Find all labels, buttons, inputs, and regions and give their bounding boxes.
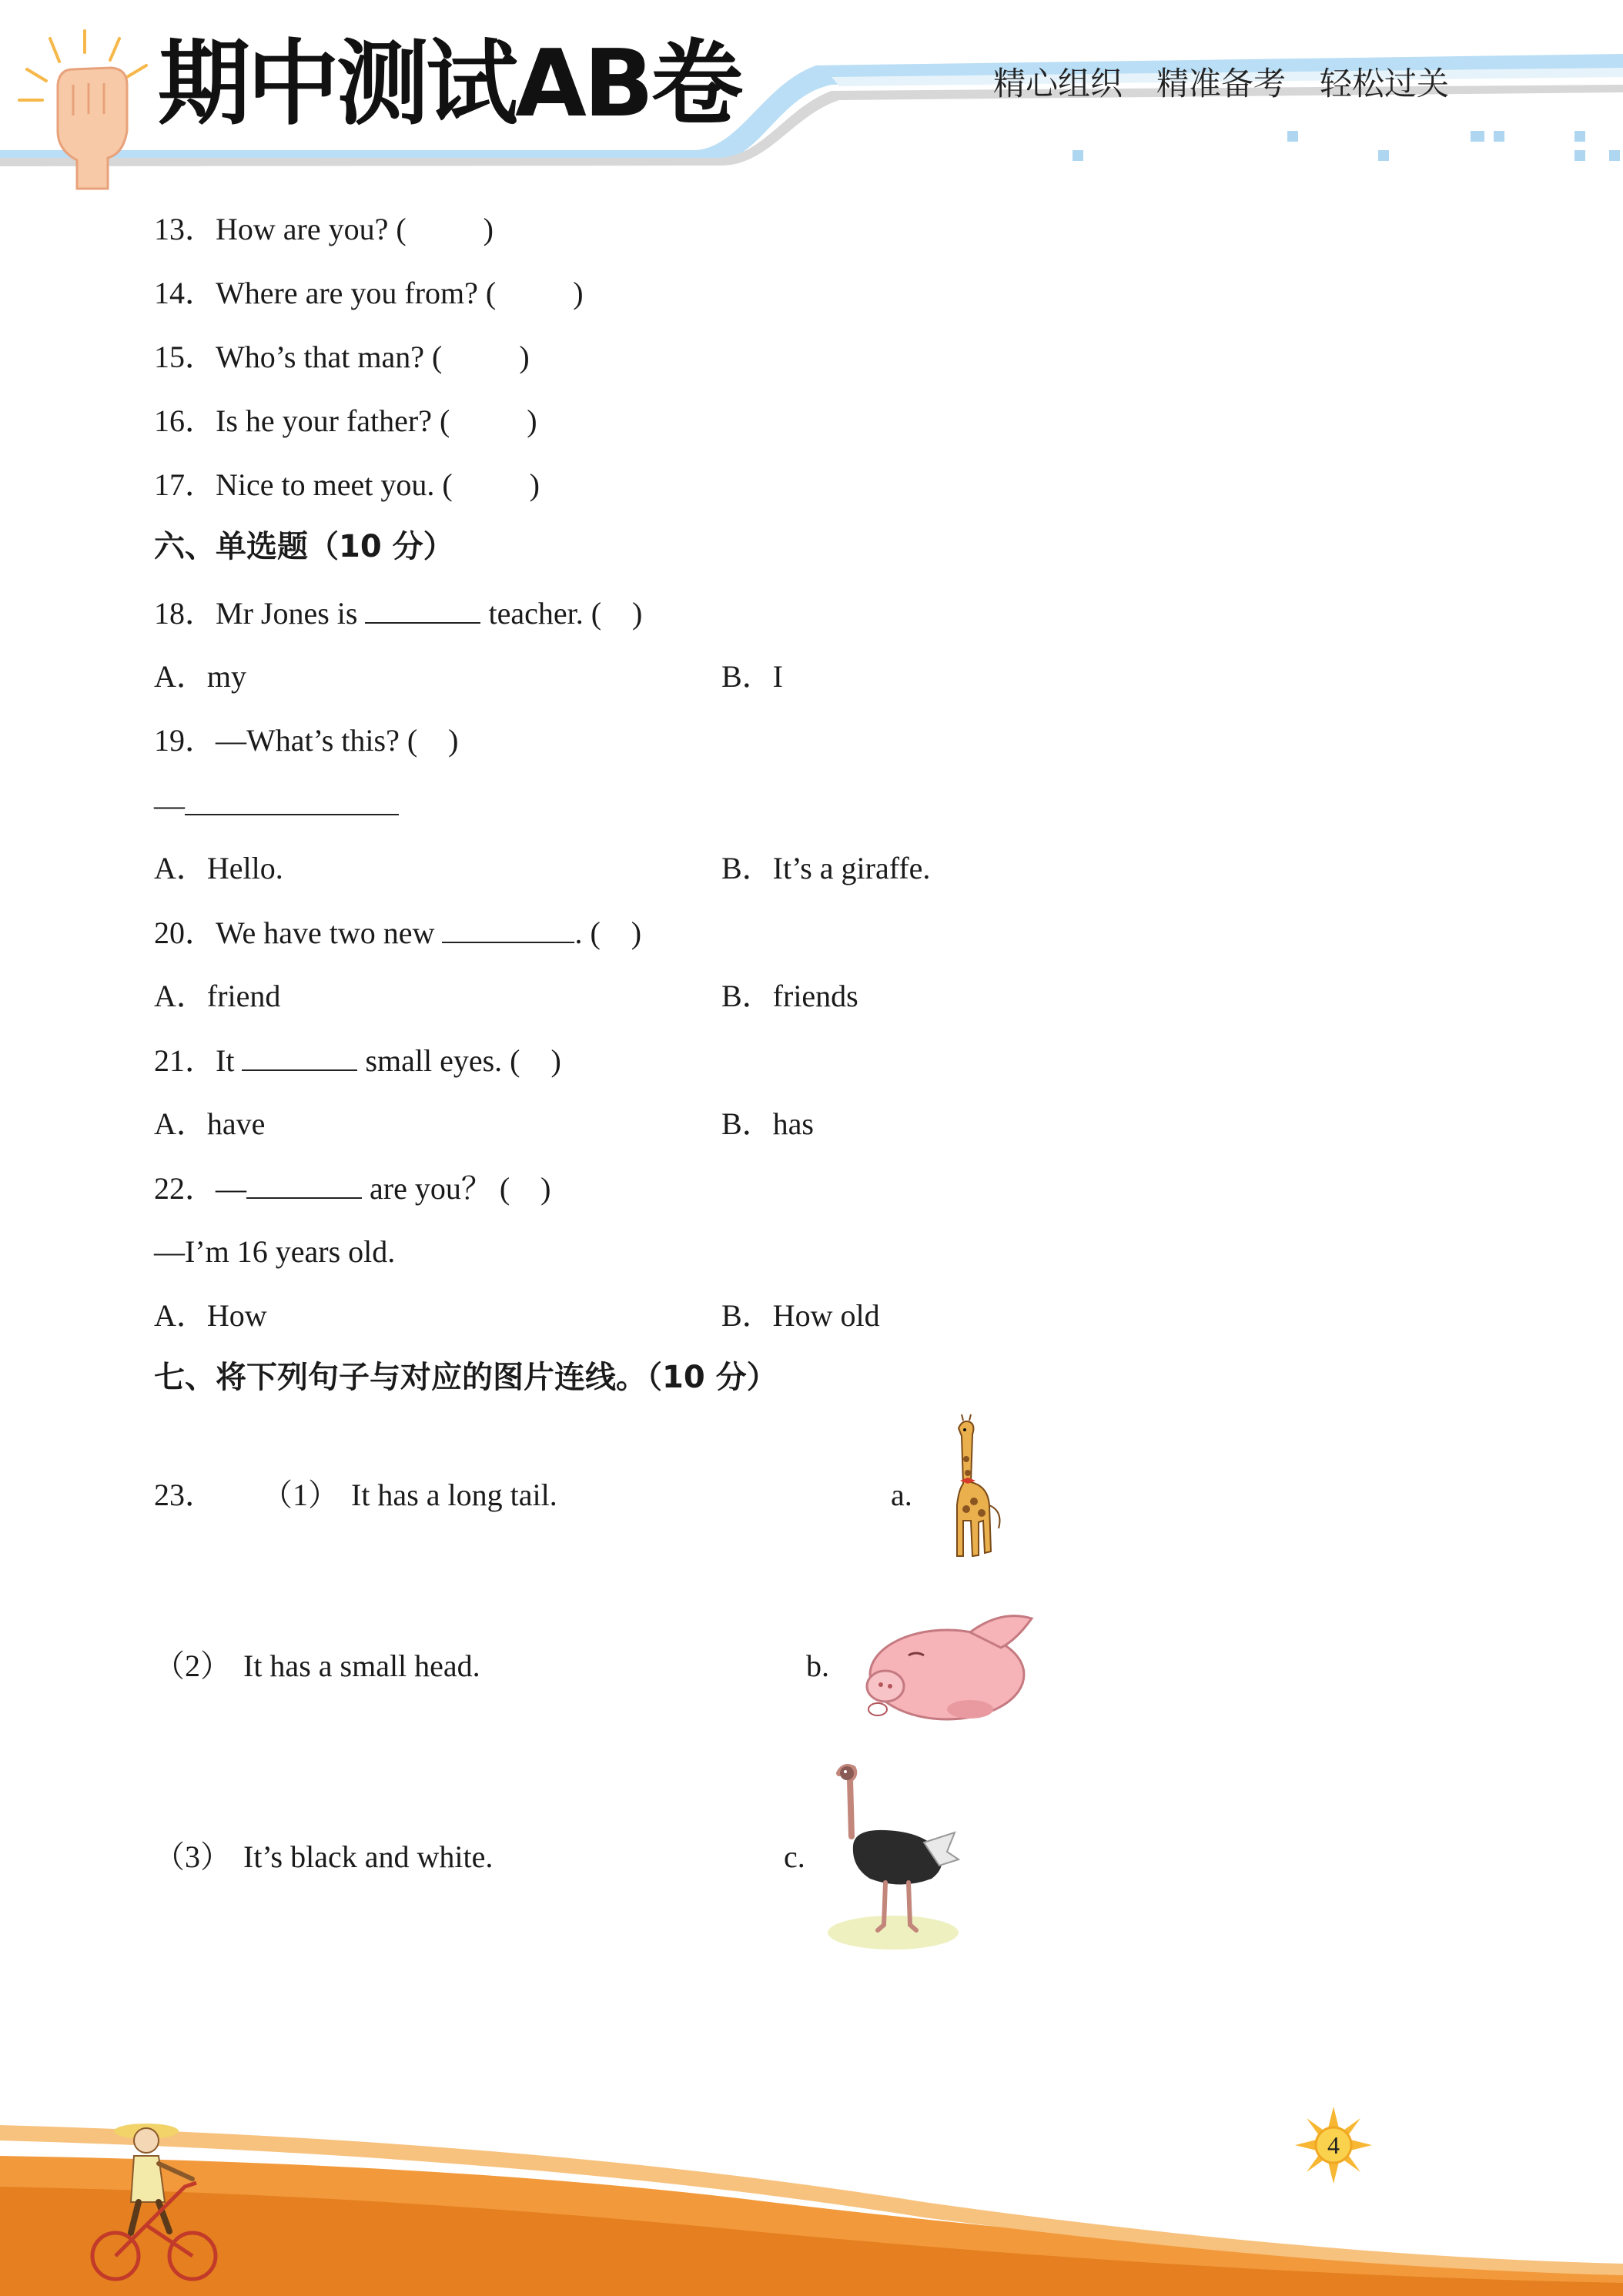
answer-blank[interactable] bbox=[246, 1170, 362, 1199]
picture-label-c: c. bbox=[784, 1839, 805, 1874]
question-suffix: are you？ ( ) bbox=[362, 1171, 551, 1206]
sentence-text: It has a small head. bbox=[243, 1648, 480, 1683]
question-prefix: 21．It bbox=[154, 1043, 243, 1078]
picture-label-b: b. bbox=[806, 1648, 829, 1683]
reply-22: —I’m 16 years old. bbox=[154, 1234, 396, 1269]
question-22 bbox=[154, 1170, 550, 1207]
slogan-2: 精准备考 bbox=[1156, 65, 1287, 102]
answer-blank[interactable] bbox=[185, 786, 399, 815]
option-b-19[interactable]: B．It’s a giraffe. bbox=[721, 851, 931, 885]
sentence-label: （2） bbox=[154, 1648, 231, 1683]
question-17 bbox=[154, 467, 540, 504]
page-number: 4 bbox=[1327, 2131, 1340, 2159]
question-text: Where are you from? ( ) bbox=[216, 276, 584, 310]
sentence-text: It has a long tail. bbox=[351, 1478, 557, 1512]
section6-heading: 六、单选题（10 分） bbox=[154, 529, 454, 564]
answer-blank[interactable] bbox=[242, 1042, 357, 1071]
option-b-20[interactable]: B．friends bbox=[721, 979, 858, 1013]
question-number: 16． bbox=[154, 403, 216, 438]
question-18 bbox=[154, 594, 642, 632]
question-20 bbox=[154, 914, 641, 952]
pig-icon[interactable] bbox=[855, 1602, 1039, 1732]
question-21 bbox=[154, 1042, 561, 1079]
section7-heading: 七、将下列句子与对应的图片连线。（10 分） bbox=[154, 1360, 778, 1395]
question-number: 15． bbox=[154, 340, 216, 374]
match-sentence-1[interactable] bbox=[154, 1477, 557, 1514]
giraffe-icon[interactable] bbox=[928, 1413, 1012, 1567]
option-b-21[interactable]: B．has bbox=[721, 1106, 814, 1141]
question-suffix: . ( ) bbox=[574, 915, 642, 950]
question-number: 23． bbox=[154, 1478, 216, 1512]
ostrich-icon[interactable] bbox=[824, 1759, 962, 1952]
answer-line-19 bbox=[154, 786, 399, 824]
dash: — bbox=[154, 788, 185, 822]
option-a-21[interactable]: A．have bbox=[154, 1106, 266, 1141]
question-text: How are you? ( ) bbox=[216, 212, 494, 246]
option-a-18[interactable]: A．my bbox=[154, 659, 246, 694]
question-text: Who’s that man? ( ) bbox=[216, 340, 530, 374]
slogan-3: 轻松过关 bbox=[1320, 65, 1450, 102]
sentence-label: （1） bbox=[262, 1478, 339, 1512]
sentence-text: It’s black and white. bbox=[243, 1839, 494, 1874]
match-sentence-2[interactable] bbox=[154, 1648, 480, 1685]
header-title: 期中测试AB卷 bbox=[158, 31, 741, 138]
option-b-22[interactable]: B．How old bbox=[721, 1298, 880, 1333]
footer-banner bbox=[0, 2110, 1623, 2296]
question-text: Is he your father? ( ) bbox=[216, 403, 537, 438]
option-a-19[interactable]: A．Hello. bbox=[154, 851, 283, 885]
question-14 bbox=[154, 275, 584, 312]
question-prefix: 18．Mr Jones is bbox=[154, 596, 366, 631]
question-number: 13． bbox=[154, 212, 216, 246]
question-prefix: 22．— bbox=[154, 1171, 246, 1206]
option-b-18[interactable]: B．I bbox=[721, 659, 783, 694]
answer-blank[interactable] bbox=[365, 594, 480, 624]
fist-icon bbox=[12, 23, 166, 192]
question-prefix: 20．We have two new bbox=[154, 915, 443, 950]
question-19: 19．—What’s this? ( ) bbox=[154, 723, 459, 758]
picture-label-a: a. bbox=[891, 1478, 912, 1512]
question-text: Nice to meet you. ( ) bbox=[216, 467, 540, 502]
question-13 bbox=[154, 211, 494, 248]
question-suffix: small eyes. ( ) bbox=[357, 1043, 561, 1078]
answer-blank[interactable] bbox=[442, 914, 574, 943]
question-15 bbox=[154, 339, 530, 376]
sentence-label: （3） bbox=[154, 1839, 231, 1874]
slogan-1: 精心组织 bbox=[993, 65, 1123, 102]
option-a-22[interactable]: A．How bbox=[154, 1298, 267, 1333]
question-number: 17． bbox=[154, 467, 216, 502]
question-number: 14． bbox=[154, 276, 216, 310]
option-a-20[interactable]: A．friend bbox=[154, 979, 281, 1013]
question-16 bbox=[154, 403, 537, 440]
match-sentence-3[interactable] bbox=[154, 1839, 493, 1876]
header-slogan bbox=[993, 59, 1483, 105]
question-suffix: teacher. ( ) bbox=[480, 596, 643, 631]
cyclist-icon bbox=[85, 2117, 223, 2287]
page-header bbox=[0, 0, 1623, 177]
